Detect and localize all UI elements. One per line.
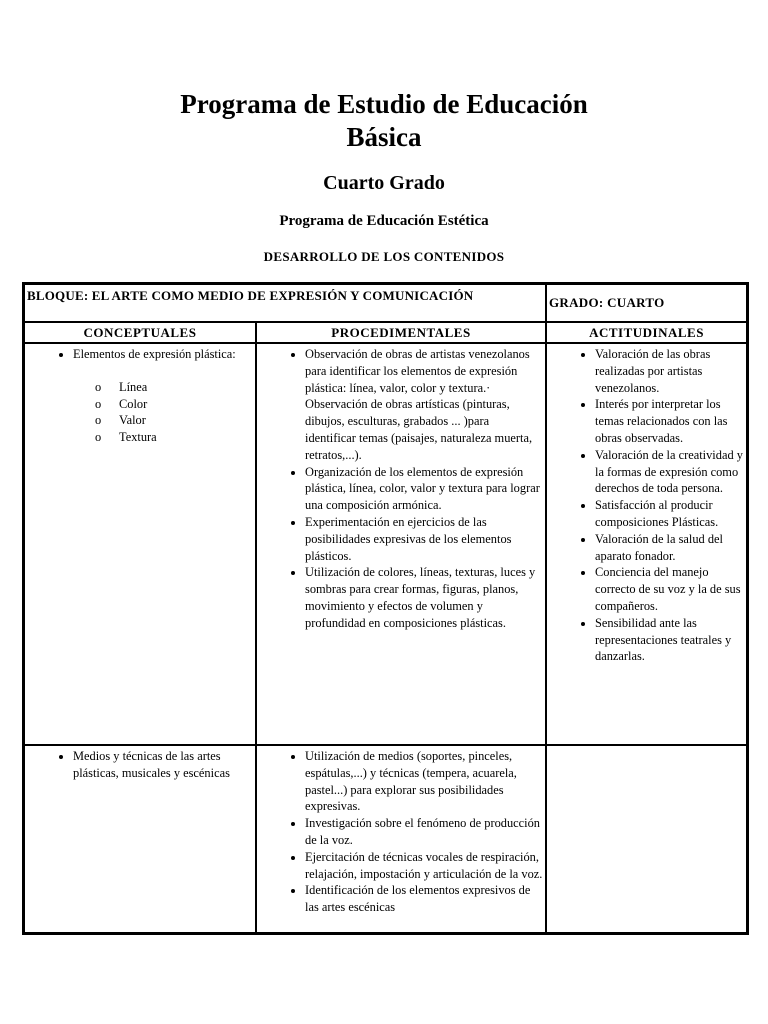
list-item: • Utilización de colores, líneas, texturas, luces y sombras para crear formas, figuras, planos, movimiento y efectos de volumen y profundidad en composiciones plásticas. — [305, 564, 543, 631]
actitudinal-cell — [546, 343, 747, 745]
table-row — [24, 745, 747, 933]
conceptual-list — [25, 346, 255, 446]
conceptual-cell — [24, 343, 256, 745]
actitudinal-cell — [546, 745, 747, 933]
actitudinal-list — [547, 346, 746, 665]
list-item: • Medios y técnicas de las artes plásticas, musicales y escénicas — [73, 748, 253, 782]
title-line-1: Programa de Estudio de Educación — [180, 89, 588, 119]
list-item: • Identificación de los elementos expresivos de las artes escénicas — [305, 882, 543, 916]
contents-table — [22, 282, 749, 935]
section-title: DESARROLLO DE LOS CONTENIDOS — [263, 249, 505, 264]
program-title: Programa de Educación Estética — [279, 213, 489, 229]
list-item: • Utilización de medios (soportes, pinceles, espátulas,...) y técnicas (tempera, acuarela, pastel...) para explorar sus posibilidades expresivas. — [305, 748, 543, 815]
list-item: • Ejercitación de técnicas vocales de respiración, relajación, impostación y articulación de la voz. — [305, 849, 543, 883]
list-item: • Satisfacción al producir composiciones Plásticas. — [595, 497, 744, 531]
list-item: • Valoración de las obras realizadas por artistas venezolanos. — [595, 346, 744, 396]
circle-bullet-icon: o — [95, 430, 102, 445]
grade-subtitle: Cuarto Grado — [323, 172, 445, 194]
block-header-row — [24, 284, 747, 322]
sub-list-item — [95, 429, 253, 446]
column-header-actitudinales: ACTITUDINALES — [546, 322, 747, 343]
list-item: • Organización de los elementos de expresión plástica, línea, color, valor y textura para lograr una composición armónica. — [305, 464, 543, 514]
list-item — [73, 346, 253, 446]
conceptual-item: Elementos de expresión plástica: — [73, 347, 236, 361]
circle-bullet-icon: o — [95, 379, 102, 394]
sub-list-item — [95, 396, 253, 413]
list-item: • Sensibilidad ante las representaciones teatrales y danzarlas. — [595, 615, 744, 665]
block-title: BLOQUE: EL ARTE COMO MEDIO DE EXPRESIÓN Y COMUNICACIÓN — [24, 284, 546, 322]
conceptual-cell — [24, 745, 256, 933]
column-header-row — [24, 322, 747, 343]
sub-item-label: Textura — [119, 430, 157, 445]
grade-label: GRADO: CUARTO — [546, 284, 747, 322]
procedimental-cell — [256, 745, 546, 933]
circle-bullet-icon: o — [95, 413, 102, 428]
sub-item-label: Valor — [119, 413, 146, 428]
procedimental-cell — [256, 343, 546, 745]
column-header-conceptuales: CONCEPTUALES — [24, 322, 256, 343]
sub-list-item — [95, 379, 253, 396]
circle-bullet-icon: o — [95, 396, 102, 411]
list-item: • Conciencia del manejo correcto de su voz y la de sus compañeros. — [595, 564, 744, 614]
title-line-2: Básica — [346, 122, 422, 152]
list-item: • Observación de obras de artistas venezolanos para identificar los elementos de expresión plástica: línea, valor, color y textura.· Observación de obras artísticas (pinturas, dibujos, esculturas, grabados ... )para identificar temas (paisajes, naturaleza muerta, retratos,...). — [305, 346, 543, 464]
sub-list — [73, 379, 253, 446]
list-item: • Experimentación en ejercicios de las posibilidades expresivas de los elementos plásticos. — [305, 514, 543, 564]
list-item: • Valoración de la salud del aparato fonador. — [595, 531, 744, 565]
list-item: • Investigación sobre el fenómeno de producción de la voz. — [305, 815, 543, 849]
conceptual-list — [25, 748, 255, 782]
procedimental-list — [257, 346, 545, 632]
list-item: • Interés por interpretar los temas relacionados con las obras observadas. — [595, 396, 744, 446]
sub-item-label: Línea — [119, 379, 148, 394]
sub-list-item — [95, 412, 253, 429]
list-item: • Valoración de la creatividad y la formas de expresión como derechos de toda persona. — [595, 447, 744, 497]
page-title — [0, 88, 768, 154]
table-row — [24, 343, 747, 745]
sub-item-label: Color — [119, 396, 148, 411]
column-header-procedimentales: PROCEDIMENTALES — [256, 322, 546, 343]
procedimental-list — [257, 748, 545, 916]
